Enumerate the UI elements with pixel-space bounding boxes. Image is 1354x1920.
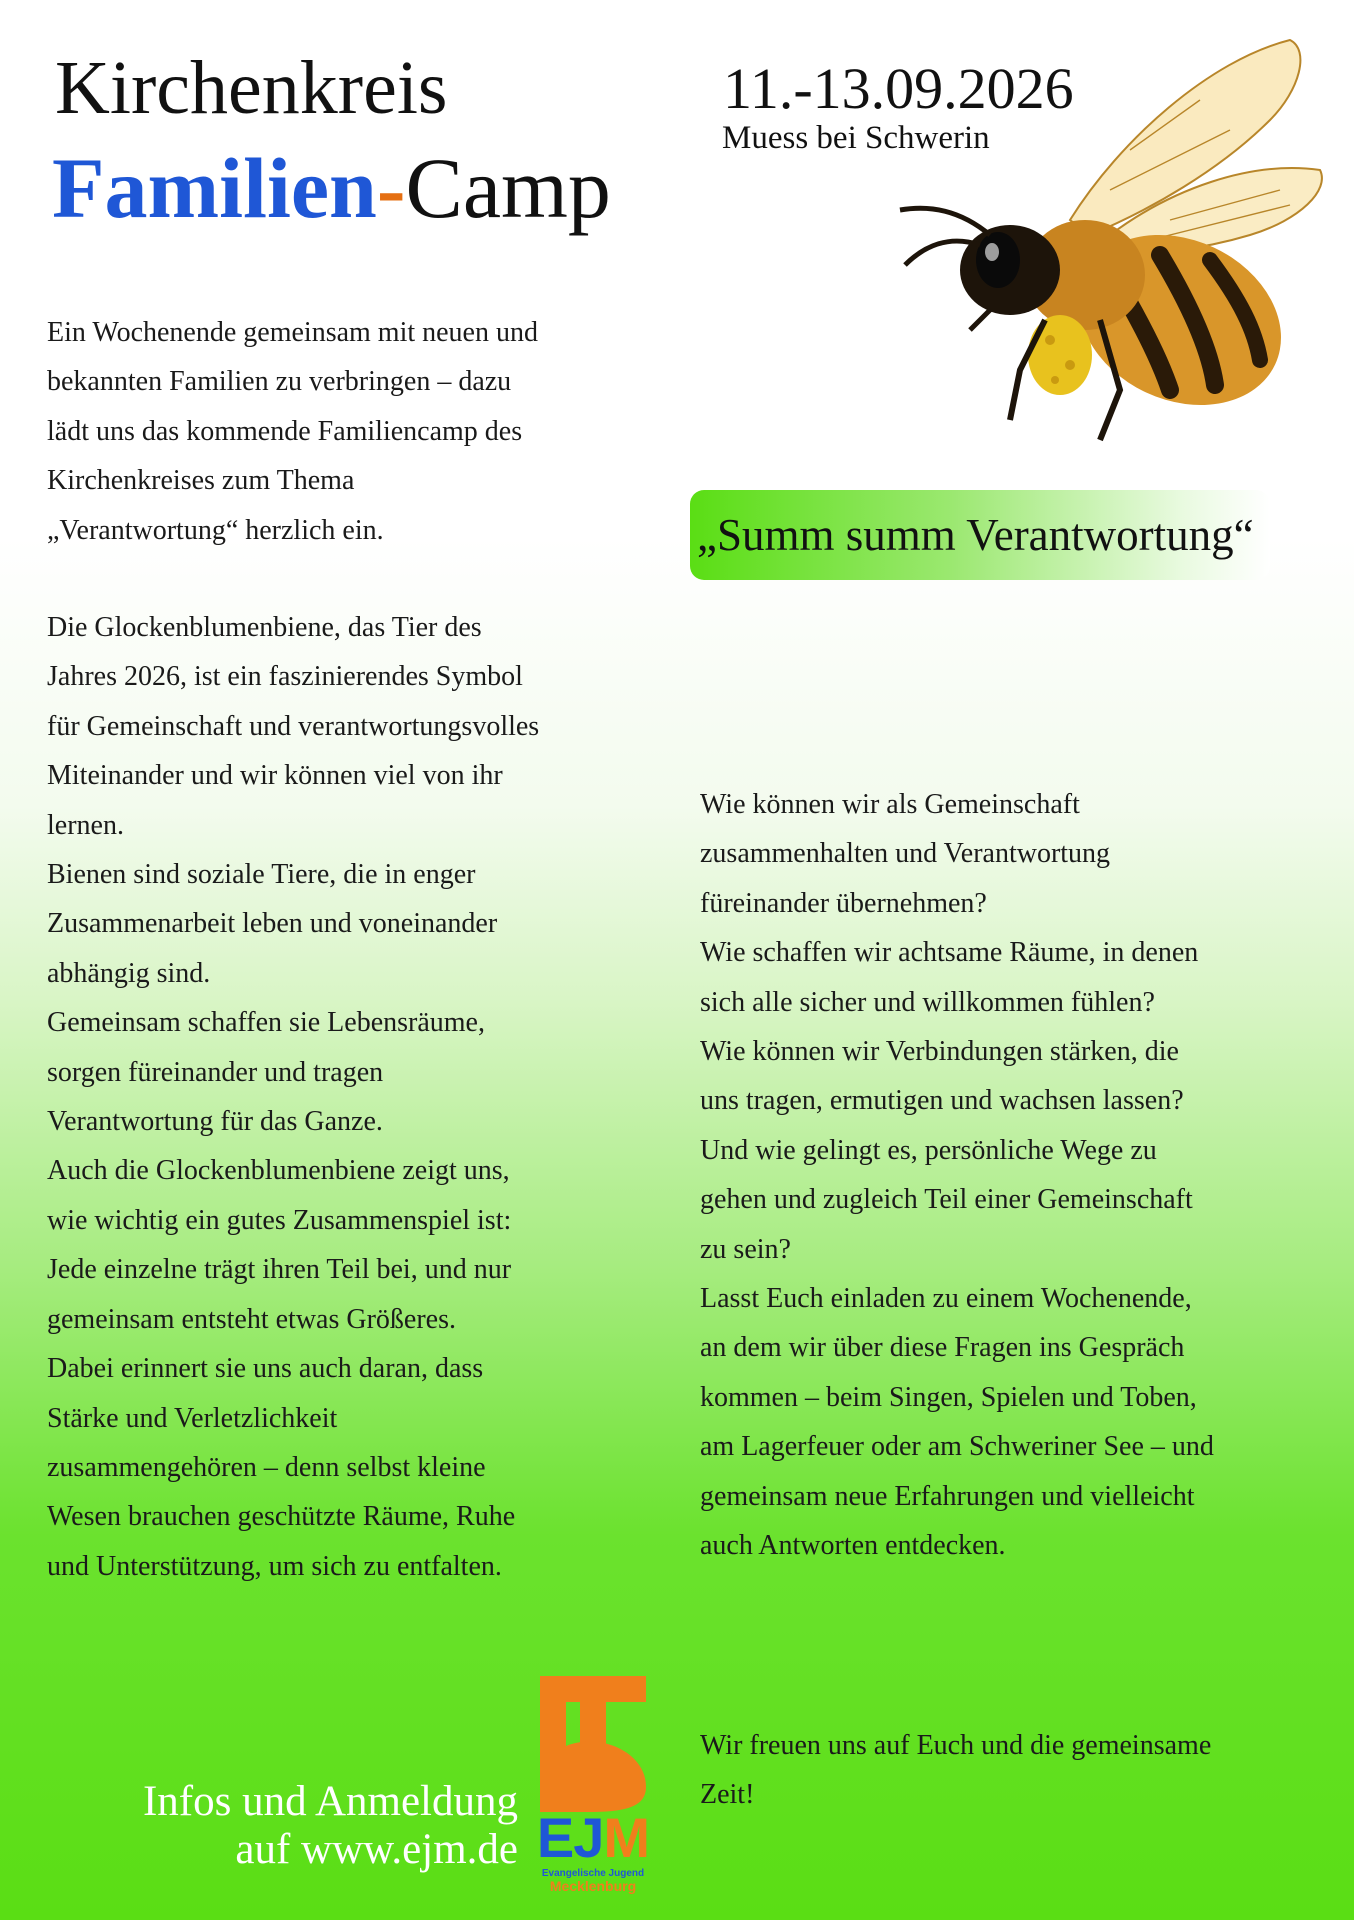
logo-letter-m: M xyxy=(603,1806,650,1869)
logo-letter-j: J xyxy=(573,1806,604,1869)
logo-subtitle-2: Mecklenburg xyxy=(549,1878,637,1894)
intro-paragraph: Ein Wochenende gemeinsam mit neuen und bekannten Familien zu verbringen – dazu lädt uns das kommende Familiencamp des Kirchenkreises zum Thema „Verantwortung“ herzlich ein. xyxy=(47,317,538,546)
title-line-2 xyxy=(52,140,611,236)
event-place: Muess bei Schwerin xyxy=(722,120,990,156)
bee-illustration xyxy=(870,20,1330,480)
ejm-logo-text xyxy=(530,1806,656,1894)
title-familien: Familien xyxy=(52,140,377,236)
logo-subtitle-1: Evangelische Jugend xyxy=(541,1868,645,1879)
slogan-text: „Summ summ Verantwortung“ xyxy=(697,510,1254,560)
closing-paragraph: Wir freuen uns auf Euch und die gemeinsame Zeit! xyxy=(700,1730,1212,1811)
title-line-1: Kirchenkreis xyxy=(55,46,448,130)
ejm-letters xyxy=(530,1806,656,1869)
questions-paragraph: Wie können wir als Gemeinschaft zusammenhalten und Verantwortung füreinander übernehmen? Wie schaffen wir achtsame Räume, in denen sich alle sicher und willkommen fühlen? Wie können wir Verbindungen stärken, die uns tragen, ermutigen und wachsen lassen? Und wie gelingt es, persönliche Wege zu gehen und zugleich Teil einer Gemeinschaft zu sein? Lasst Euch einladen zu einem Wochenende, an dem wir über diese Fragen ins Gespräch kommen – beim Singen, Spielen und Toben, am Lagerfeuer oder am Schweriner See – und gemeinsam neue Erfahrungen und vielleicht auch Antworten entdecken. xyxy=(700,789,1214,1562)
logo-letter-e: E xyxy=(536,1806,574,1869)
title-dash: - xyxy=(376,140,406,236)
event-date: 11.-13.09.2026 xyxy=(723,56,1074,121)
main-paragraph: Die Glockenblumenbiene, das Tier des Jahres 2026, ist ein faszinierendes Symbol für Gemeinschaft und verantwortungsvolles Miteinander und wir können viel von ihr lernen. Bienen sind soziale Tiere, die in enger Zusammenarbeit leben und voneinander abhängig sind. Gemeinsam schaffen sie Lebensräume, sorgen füreinander und tragen Verantwortung für das Ganze. Auch die Glockenblumenbiene zeigt uns, wie wichtig ein gutes Zusammenspiel ist: Jede einzelne trägt ihren Teil bei, und nur gemeinsam entsteht etwas Größeres. Dabei erinnert sie uns auch daran, dass Stärke und Verletzlichkeit zusammengehören – denn selbst kleine Wesen brauchen geschützte Räume, Ruhe und Unterstützung, um sich zu entfalten. xyxy=(47,612,540,1582)
title-camp: Camp xyxy=(405,140,611,236)
registration-info: Infos und Anmeldung auf www.ejm.de xyxy=(142,1778,518,1873)
